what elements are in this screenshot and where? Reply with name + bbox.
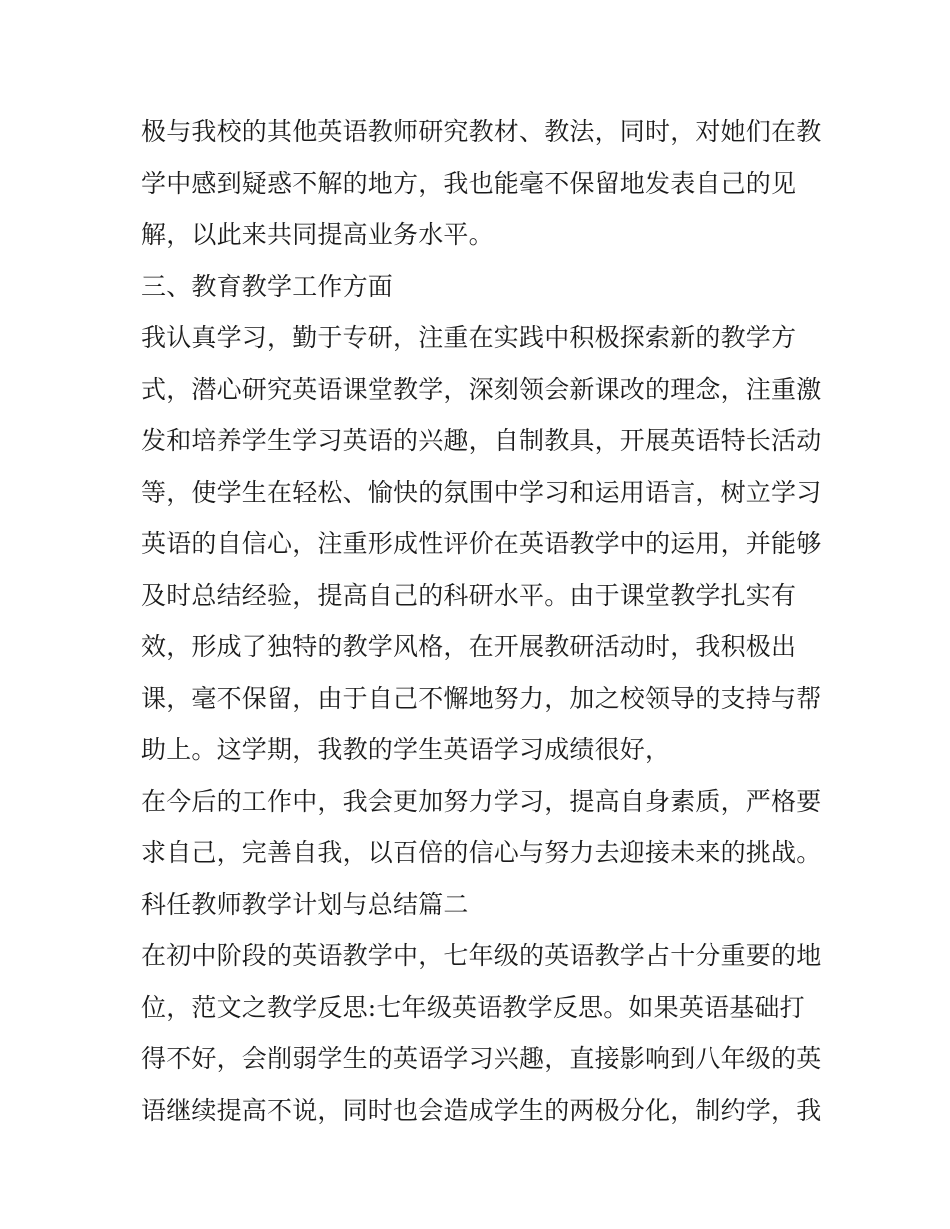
text-line: 极与我校的其他英语教师研究教材、教法，同时，对她们在教 [141,117,822,146]
text-line: 学中感到疑惑不解的地方，我也能毫不保留地发表自己的见 [141,168,797,198]
text-line: 课，毫不保留，由于自己不懈地努力，加之校领导的支持与帮 [141,683,822,713]
document-body [141,106,821,1136]
text-line: 得不好，会削弱学生的英语学习兴趣，直接影响到八年级的英 [141,1044,822,1073]
text-line: 助上。这学期，我教的学生英语学习成绩很好， [141,735,671,764]
section-heading: 科任教师教学计划与总结篇二 [141,889,469,919]
text-line: 求自己，完善自我，以百倍的信心与努力去迎接未来的挑战。 [141,838,822,867]
text-line: 解，以此来共同提高业务水平。 [141,220,494,249]
section-heading: 三、教育教学工作方面 [141,271,394,301]
text-line: 语继续提高不说，同时也会造成学生的两极分化，制约学，我 [141,1095,822,1125]
text-line: 及时总结经验，提高自己的科研水平。由于课堂教学扎实有 [141,580,797,610]
text-line: 效，形成了独特的教学风格，在开展教研活动时，我积极出 [141,632,797,661]
text-line: 在初中阶段的英语教学中，七年级的英语教学占十分重要的地 [141,941,822,970]
text-line: 式，潜心研究英语课堂教学，深刻领会新课改的理念，注重激 [141,374,822,404]
text-line: 位，范文之教学反思:七年级英语教学反思。如果英语基础打 [141,992,805,1022]
text-line: 等，使学生在轻松、愉快的氛围中学习和运用语言，树立学习 [141,477,822,507]
text-line: 发和培养学生学习英语的兴趣，自制教具，开展英语特长活动 [141,426,822,455]
text-line: 我认真学习，勤于专研，注重在实践中积极探索新的教学方 [141,323,797,352]
text-line: 在今后的工作中，我会更加努力学习，提高自身素质，严格要 [141,786,822,816]
text-line: 英语的自信心，注重形成性评价在英语教学中的运用，并能够 [141,529,822,558]
